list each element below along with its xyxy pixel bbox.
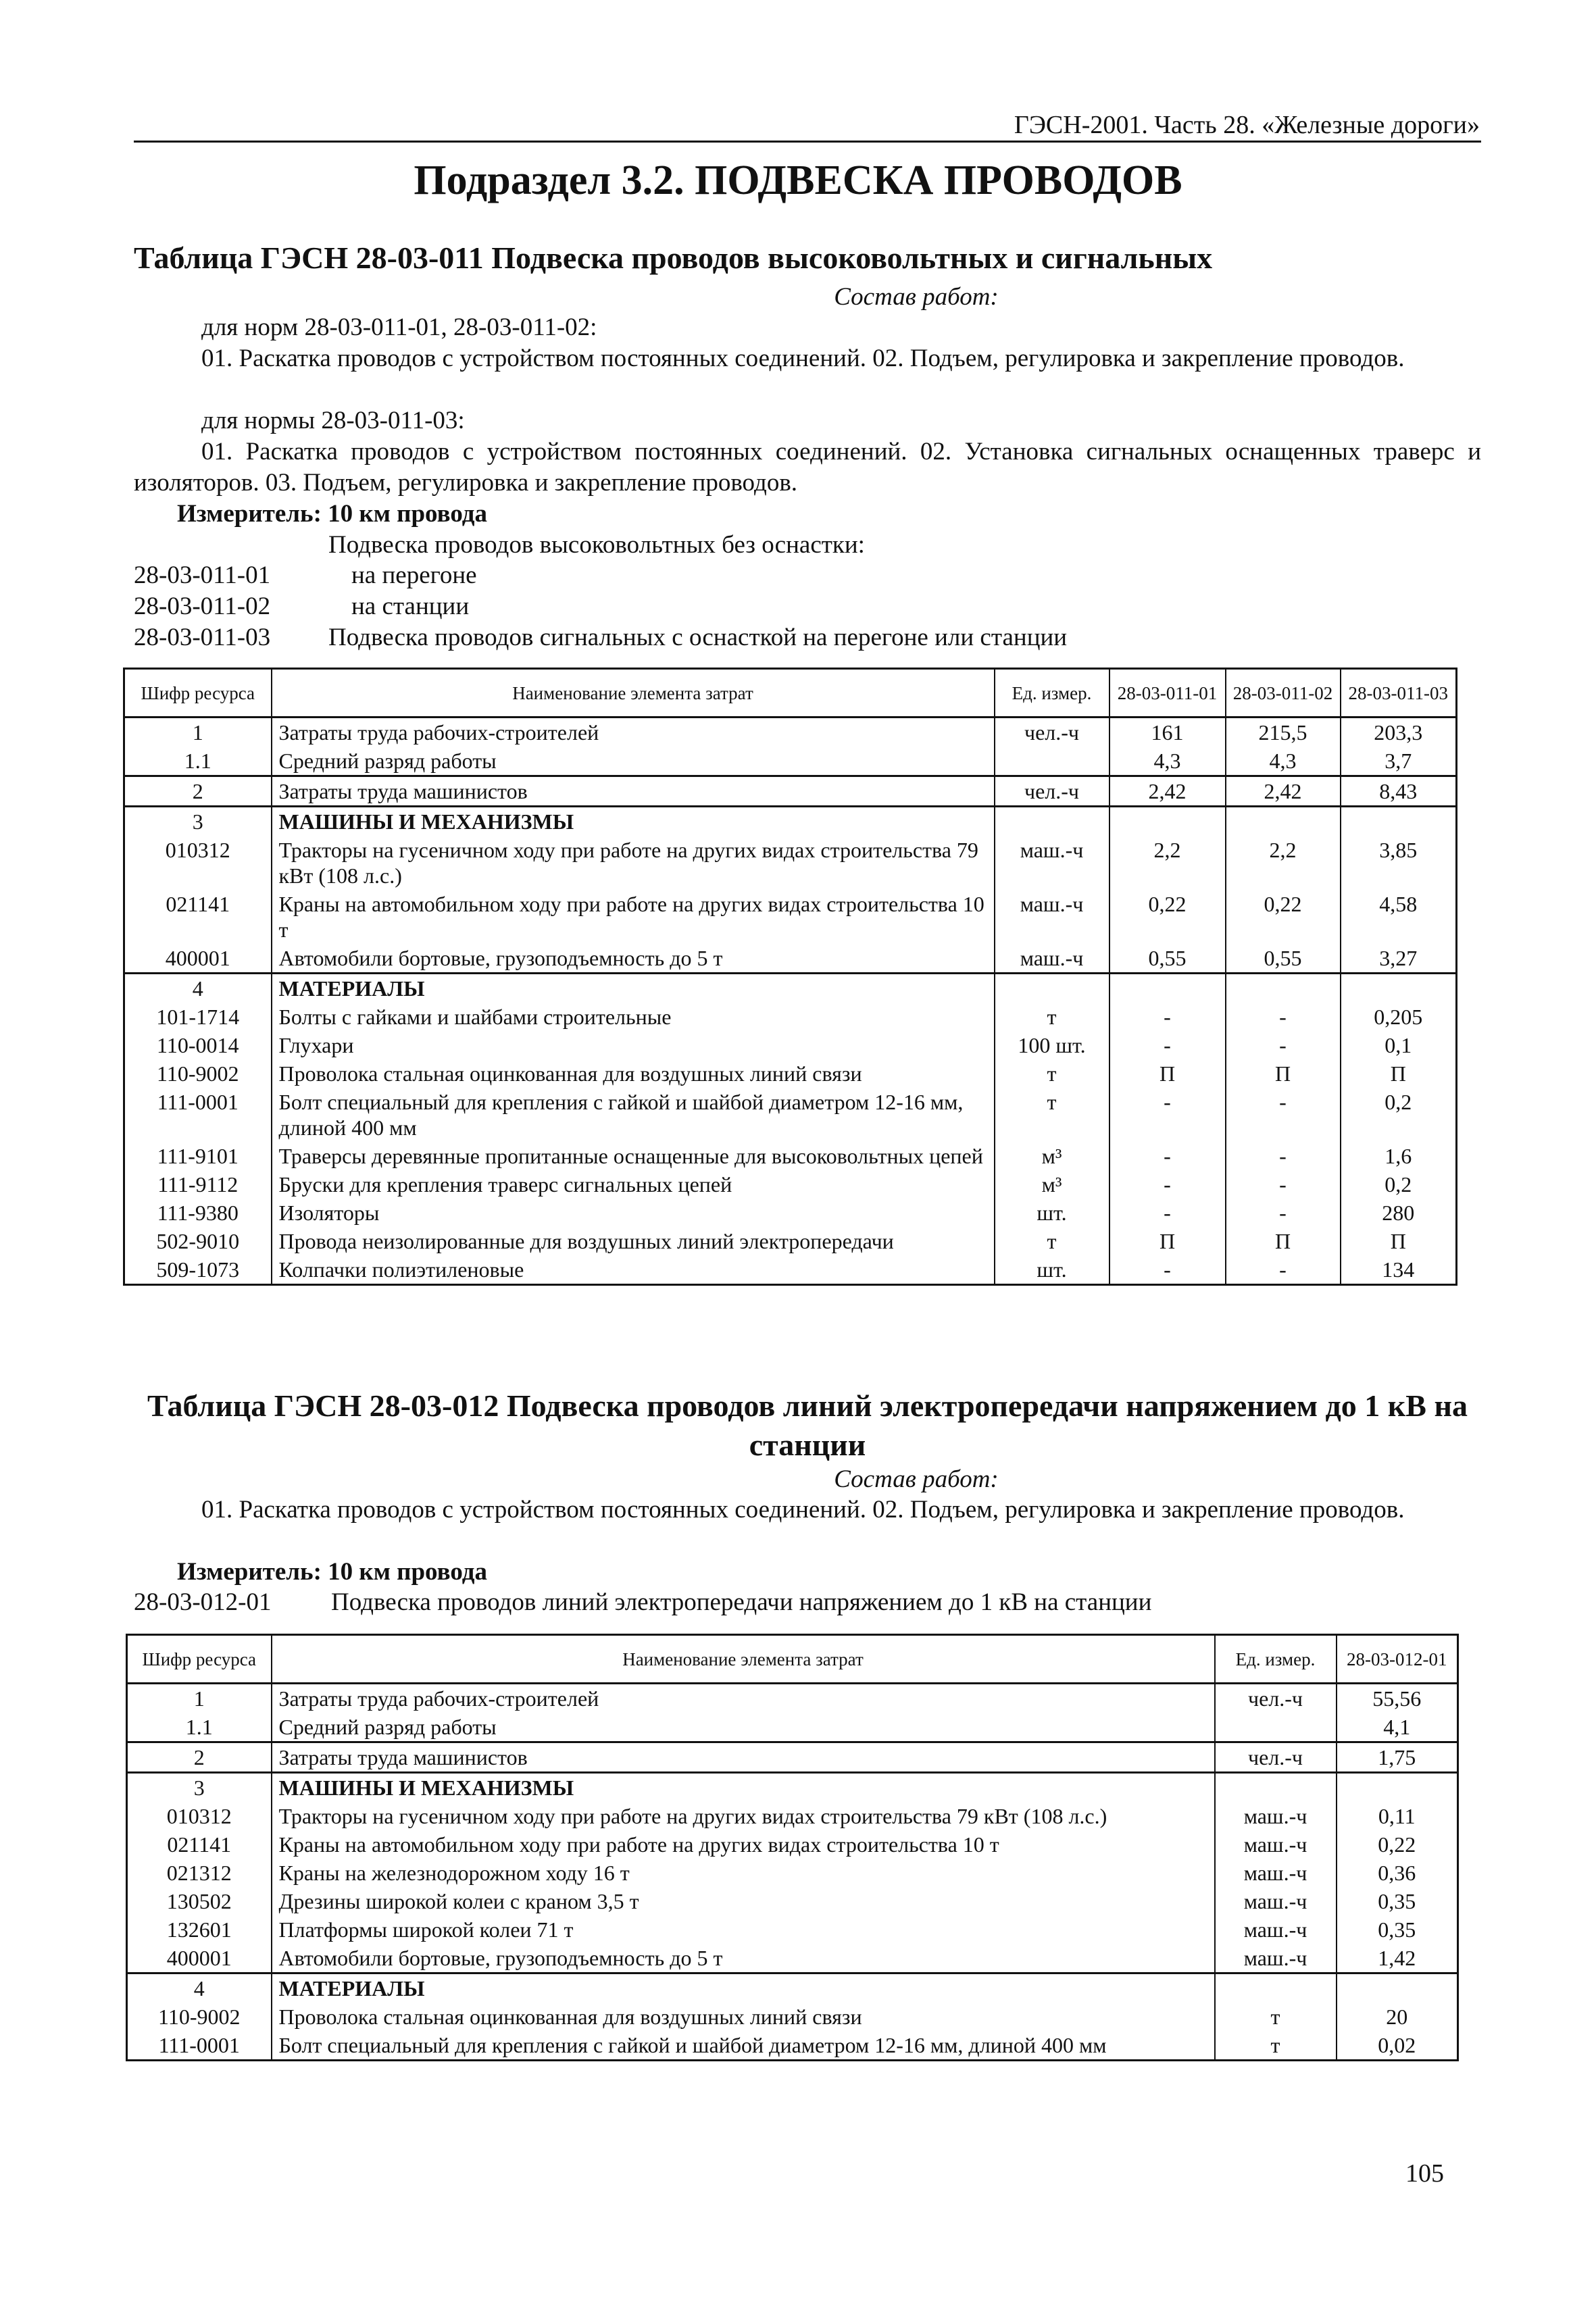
norm-value-cell: - xyxy=(1109,1170,1226,1199)
table-row xyxy=(127,1915,1458,1944)
norm-value-cell: 2,42 xyxy=(1109,776,1226,807)
cost-element-cell: Тракторы на гусеничном ходу при работе на других видах строительства 79 кВт (108 л.с.) xyxy=(272,1802,1215,1830)
norm-value-cell: 215,5 xyxy=(1226,718,1341,747)
resource-code-cell: 010312 xyxy=(127,1802,272,1830)
cost-element-cell: Тракторы на гусеничном ходу при работе на других видах строительства 79 кВт (108 л.с.) xyxy=(272,836,995,890)
cost-element-cell: МАТЕРИАЛЫ xyxy=(272,1973,1215,2003)
norm-value-cell: - xyxy=(1109,1199,1226,1227)
resource-code-cell: 010312 xyxy=(124,836,272,890)
cost-element-cell: Проволока стальная оцинкованная для воздушных линий связи xyxy=(272,2003,1215,2031)
norm-value-cell: П xyxy=(1109,1227,1226,1255)
unit-cell: шт. xyxy=(995,1255,1109,1285)
norm-value-cell xyxy=(1109,807,1226,836)
resource-code-cell: 111-9380 xyxy=(124,1199,272,1227)
cost-element-cell: МАШИНЫ И МЕХАНИЗМЫ xyxy=(272,1773,1215,1803)
table-row xyxy=(124,1170,1457,1199)
cost-element-cell: Платформы широкой колеи 71 т xyxy=(272,1915,1215,1944)
cost-element-cell: Траверсы деревянные пропитанные оснащенные для высоковольтных цепей xyxy=(272,1142,995,1170)
norm-value-cell: П xyxy=(1109,1059,1226,1088)
unit-cell xyxy=(995,747,1109,776)
cost-element-cell: Затраты труда машинистов xyxy=(272,776,995,807)
norm-value-cell: 4,1 xyxy=(1337,1713,1458,1742)
norm-value-cell: 0,22 xyxy=(1226,890,1341,944)
table1-works-1: 01. Раскатка проводов с устройством постоянных соединений. 02. Подъем, регулировка и закрепление проводов. xyxy=(201,345,1405,372)
col-header-norm-3: 28-03-011-03 xyxy=(1341,669,1457,718)
resource-code-cell: 400001 xyxy=(127,1944,272,1973)
norm-value-cell: 1,6 xyxy=(1341,1142,1457,1170)
norm-code: 28-03-011-01 xyxy=(134,561,271,589)
cost-element-cell: Колпачки полиэтиленовые xyxy=(272,1255,995,1285)
col-header-norm-2: 28-03-011-02 xyxy=(1226,669,1341,718)
table-row xyxy=(127,1944,1458,1973)
cost-element-cell: Автомобили бортовые, грузоподъемность до 5 т xyxy=(272,1944,1215,1973)
norm-value-cell xyxy=(1337,1773,1458,1803)
table-row xyxy=(124,1003,1457,1031)
norm-value-cell: П xyxy=(1341,1059,1457,1088)
resource-code-cell: 1.1 xyxy=(124,747,272,776)
resource-code-cell: 502-9010 xyxy=(124,1227,272,1255)
table-row xyxy=(127,1859,1458,1887)
table-row xyxy=(127,2031,1458,2061)
norm-name: на станции xyxy=(351,593,470,620)
page-number: 105 xyxy=(1405,2159,1444,2188)
table-header-row xyxy=(127,1635,1458,1684)
table2-meter: Измеритель: 10 км провода xyxy=(177,1558,488,1586)
table-row xyxy=(124,1059,1457,1088)
cost-element-cell: Провода неизолированные для воздушных линий электропередачи xyxy=(272,1227,995,1255)
norm-value-cell: 0,11 xyxy=(1337,1802,1458,1830)
table2-title: Таблица ГЭСН 28-03-012 Подвеска проводов линий электропередачи напряжением до 1 кВ на станции xyxy=(147,1388,1468,1462)
resource-code-cell: 2 xyxy=(127,1742,272,1773)
cost-element-cell: Глухари xyxy=(272,1031,995,1059)
norm-value-cell: 203,3 xyxy=(1341,718,1457,747)
cost-element-cell: Затраты труда рабочих-строителей xyxy=(272,1684,1215,1713)
table1-for-norms-1: для норм 28-03-011-01, 28-03-011-02: xyxy=(201,313,597,341)
table-row xyxy=(127,1973,1458,2003)
norm-value-cell: - xyxy=(1226,1199,1341,1227)
cost-element-cell: Болт специальный для крепления с гайкой и шайбой диаметром 12-16 мм, длиной 400 мм xyxy=(272,1088,995,1142)
norm-value-cell: - xyxy=(1109,1142,1226,1170)
unit-cell: маш.-ч xyxy=(995,890,1109,944)
table-row xyxy=(127,1713,1458,1742)
table-row xyxy=(124,974,1457,1003)
norm-value-cell: 0,35 xyxy=(1337,1887,1458,1915)
cost-element-cell: Краны на автомобильном ходу при работе на других видах строительства 10 т xyxy=(272,1830,1215,1859)
table-row xyxy=(124,1031,1457,1059)
resource-code-cell: 110-9002 xyxy=(124,1059,272,1088)
resource-code-cell: 021141 xyxy=(127,1830,272,1859)
norm-table-28-03-011 xyxy=(123,668,1457,1286)
norm-name: на перегоне xyxy=(351,561,477,589)
norm-value-cell: 1,75 xyxy=(1337,1742,1458,1773)
norm-value-cell: - xyxy=(1109,1255,1226,1285)
cost-element-cell: Средний разряд работы xyxy=(272,1713,1215,1742)
table1-for-norms-2: для нормы 28-03-011-03: xyxy=(201,407,465,434)
unit-cell xyxy=(1215,1773,1337,1803)
resource-code-cell: 111-9101 xyxy=(124,1142,272,1170)
unit-cell: т xyxy=(1215,2003,1337,2031)
norm-value-cell xyxy=(1226,974,1341,1003)
norm-value-cell: 3,7 xyxy=(1341,747,1457,776)
subsection-title: Подраздел 3.2. ПОДВЕСКА ПРОВОДОВ xyxy=(414,157,1182,203)
resource-code-cell: 2 xyxy=(124,776,272,807)
unit-cell: 100 шт. xyxy=(995,1031,1109,1059)
norm-value-cell: - xyxy=(1226,1255,1341,1285)
cost-element-cell: Краны на автомобильном ходу при работе на других видах строительства 10 т xyxy=(272,890,995,944)
norm-value-cell: 8,43 xyxy=(1341,776,1457,807)
norm-value-cell: П xyxy=(1226,1227,1341,1255)
table-row xyxy=(127,1802,1458,1830)
norm-value-cell: 2,2 xyxy=(1226,836,1341,890)
resource-code-cell: 4 xyxy=(127,1973,272,2003)
norm-value-cell: - xyxy=(1226,1088,1341,1142)
norm-value-cell: 0,205 xyxy=(1341,1003,1457,1031)
norm-value-cell: - xyxy=(1226,1170,1341,1199)
resource-code-cell: 111-0001 xyxy=(124,1088,272,1142)
table-row xyxy=(124,890,1457,944)
norm-value-cell: 161 xyxy=(1109,718,1226,747)
norm-value-cell: 0,1 xyxy=(1341,1031,1457,1059)
norm-value-cell: - xyxy=(1226,1142,1341,1170)
table1-title: Таблица ГЭСН 28-03-011 Подвеска проводов высоковольтных и сигнальных xyxy=(134,241,1213,275)
resource-code-cell: 1 xyxy=(127,1684,272,1713)
norm-value-cell: 55,56 xyxy=(1337,1684,1458,1713)
cost-element-cell: Затраты труда машинистов xyxy=(272,1742,1215,1773)
norm-code: 28-03-011-03 xyxy=(134,624,271,651)
resource-code-cell: 3 xyxy=(127,1773,272,1803)
cost-element-cell: Бруски для крепления траверс сигнальных цепей xyxy=(272,1170,995,1199)
unit-cell: шт. xyxy=(995,1199,1109,1227)
cost-element-cell: Проволока стальная оцинкованная для воздушных линий связи xyxy=(272,1059,995,1088)
cost-element-cell: Краны на железнодорожном ходу 16 т xyxy=(272,1859,1215,1887)
unit-cell: маш.-ч xyxy=(1215,1887,1337,1915)
table-row xyxy=(124,718,1457,747)
table-row xyxy=(124,747,1457,776)
norm-value-cell: - xyxy=(1109,1031,1226,1059)
unit-cell: маш.-ч xyxy=(1215,1859,1337,1887)
unit-cell: маш.-ч xyxy=(1215,1915,1337,1944)
col-header-norm-1: 28-03-012-01 xyxy=(1337,1635,1458,1684)
norm-value-cell: 280 xyxy=(1341,1199,1457,1227)
table-row xyxy=(124,776,1457,807)
norm-value-cell: 0,36 xyxy=(1337,1859,1458,1887)
norm-value-cell: 3,27 xyxy=(1341,944,1457,974)
norm-value-cell: П xyxy=(1341,1227,1457,1255)
col-header-norm-1: 28-03-011-01 xyxy=(1109,669,1226,718)
table-row xyxy=(124,944,1457,974)
table-row xyxy=(127,1830,1458,1859)
table1-group-caption: Подвеска проводов высоковольтных без оснастки: xyxy=(328,531,865,559)
cost-element-cell: Болт специальный для крепления с гайкой и шайбой диаметром 12-16 мм, длиной 400 мм xyxy=(272,2031,1215,2061)
unit-cell: маш.-ч xyxy=(995,944,1109,974)
unit-cell: т xyxy=(995,1059,1109,1088)
cost-element-cell: МАТЕРИАЛЫ xyxy=(272,974,995,1003)
norm-value-cell xyxy=(1337,1973,1458,2003)
table-header-row xyxy=(124,669,1457,718)
norm-value-cell: 4,3 xyxy=(1226,747,1341,776)
norm-value-cell: 0,22 xyxy=(1109,890,1226,944)
norm-value-cell xyxy=(1341,974,1457,1003)
unit-cell: т xyxy=(995,1003,1109,1031)
col-header-unit: Ед. измер. xyxy=(1215,1635,1337,1684)
cost-element-cell: Дрезины широкой колеи с краном 3,5 т xyxy=(272,1887,1215,1915)
norm-table-28-03-012 xyxy=(126,1634,1459,2061)
norm-value-cell: 134 xyxy=(1341,1255,1457,1285)
unit-cell xyxy=(1215,1973,1337,2003)
norm-value-cell: 0,35 xyxy=(1337,1915,1458,1944)
unit-cell xyxy=(995,974,1109,1003)
resource-code-cell: 111-0001 xyxy=(127,2031,272,2061)
table-row xyxy=(124,1088,1457,1142)
unit-cell: чел.-ч xyxy=(1215,1742,1337,1773)
table-row xyxy=(124,1142,1457,1170)
running-header: ГЭСН-2001. Часть 28. «Железные дороги» xyxy=(1014,111,1480,139)
norm-value-cell: - xyxy=(1226,1003,1341,1031)
unit-cell: т xyxy=(995,1088,1109,1142)
unit-cell: чел.-ч xyxy=(995,718,1109,747)
resource-code-cell: 4 xyxy=(124,974,272,1003)
norm-value-cell: 0,02 xyxy=(1337,2031,1458,2061)
resource-code-cell: 021141 xyxy=(124,890,272,944)
norm-value-cell: 0,55 xyxy=(1226,944,1341,974)
norm-value-cell: 20 xyxy=(1337,2003,1458,2031)
table-row xyxy=(127,1887,1458,1915)
table1-meter: Измеритель: 10 км провода xyxy=(177,500,488,528)
unit-cell: т xyxy=(995,1227,1109,1255)
table-row xyxy=(124,1199,1457,1227)
cost-element-cell: Автомобили бортовые, грузоподъемность до 5 т xyxy=(272,944,995,974)
resource-code-cell: 110-9002 xyxy=(127,2003,272,2031)
col-header-name: Наименование элемента затрат xyxy=(272,669,995,718)
resource-code-cell: 1.1 xyxy=(127,1713,272,1742)
resource-code-cell: 1 xyxy=(124,718,272,747)
norm-value-cell: П xyxy=(1226,1059,1341,1088)
resource-code-cell: 101-1714 xyxy=(124,1003,272,1031)
norm-value-cell xyxy=(1341,807,1457,836)
norm-code: 28-03-012-01 xyxy=(134,1588,272,1616)
resource-code-cell: 509-1073 xyxy=(124,1255,272,1285)
norm-value-cell: 0,22 xyxy=(1337,1830,1458,1859)
col-header-code: Шифр ресурса xyxy=(127,1635,272,1684)
cost-element-cell: МАШИНЫ И МЕХАНИЗМЫ xyxy=(272,807,995,836)
table1-sostav-label: Состав работ: xyxy=(834,283,999,311)
norm-value-cell: 1,42 xyxy=(1337,1944,1458,1973)
table-row xyxy=(127,1773,1458,1803)
resource-code-cell: 021312 xyxy=(127,1859,272,1887)
header-rule xyxy=(134,141,1481,143)
unit-cell: т xyxy=(1215,2031,1337,2061)
resource-code-cell: 130502 xyxy=(127,1887,272,1915)
norm-value-cell: 4,3 xyxy=(1109,747,1226,776)
unit-cell: чел.-ч xyxy=(1215,1684,1337,1713)
table2-works: 01. Раскатка проводов с устройством постоянных соединений. 02. Подъем, регулировка и закрепление проводов. xyxy=(201,1496,1405,1524)
norm-value-cell: 0,55 xyxy=(1109,944,1226,974)
norm-value-cell: - xyxy=(1109,1003,1226,1031)
unit-cell xyxy=(995,807,1109,836)
cost-element-cell: Средний разряд работы xyxy=(272,747,995,776)
norm-value-cell: - xyxy=(1109,1088,1226,1142)
table2-sostav-label: Состав работ: xyxy=(834,1465,999,1493)
table-row xyxy=(124,807,1457,836)
table-row xyxy=(127,1742,1458,1773)
norm-value-cell: 4,58 xyxy=(1341,890,1457,944)
norm-value-cell xyxy=(1226,807,1341,836)
norm-code: 28-03-011-02 xyxy=(134,593,271,620)
unit-cell: маш.-ч xyxy=(1215,1830,1337,1859)
norm-value-cell: 0,2 xyxy=(1341,1088,1457,1142)
cost-element-cell: Болты с гайками и шайбами строительные xyxy=(272,1003,995,1031)
unit-cell: чел.-ч xyxy=(995,776,1109,807)
col-header-name: Наименование элемента затрат xyxy=(272,1635,1215,1684)
resource-code-cell: 3 xyxy=(124,807,272,836)
cost-element-cell: Затраты труда рабочих-строителей xyxy=(272,718,995,747)
table-row xyxy=(127,1684,1458,1713)
unit-cell xyxy=(1215,1713,1337,1742)
resource-code-cell: 110-0014 xyxy=(124,1031,272,1059)
unit-cell: м³ xyxy=(995,1142,1109,1170)
col-header-unit: Ед. измер. xyxy=(995,669,1109,718)
norm-name: Подвеска проводов линий электропередачи напряжением до 1 кВ на станции xyxy=(331,1588,1152,1616)
table-row xyxy=(124,836,1457,890)
unit-cell: маш.-ч xyxy=(1215,1802,1337,1830)
norm-name: Подвеска проводов сигнальных с оснасткой на перегоне или станции xyxy=(328,624,1068,651)
table-row xyxy=(124,1255,1457,1285)
table-row xyxy=(127,2003,1458,2031)
norm-value-cell: 2,2 xyxy=(1109,836,1226,890)
cost-element-cell: Изоляторы xyxy=(272,1199,995,1227)
norm-value-cell: 2,42 xyxy=(1226,776,1341,807)
resource-code-cell: 400001 xyxy=(124,944,272,974)
col-header-code: Шифр ресурса xyxy=(124,669,272,718)
norm-value-cell: 0,2 xyxy=(1341,1170,1457,1199)
norm-value-cell: 3,85 xyxy=(1341,836,1457,890)
unit-cell: маш.-ч xyxy=(995,836,1109,890)
norm-value-cell xyxy=(1109,974,1226,1003)
table1-works-2: 01. Раскатка проводов с устройством постоянных соединений. 02. Установка сигнальных оснащенных траверс и изоляторов. 03. Подъем, регулировка и закрепление проводов. xyxy=(134,438,1481,497)
resource-code-cell: 111-9112 xyxy=(124,1170,272,1199)
unit-cell: маш.-ч xyxy=(1215,1944,1337,1973)
norm-value-cell: - xyxy=(1226,1031,1341,1059)
table-row xyxy=(124,1227,1457,1255)
unit-cell: м³ xyxy=(995,1170,1109,1199)
resource-code-cell: 132601 xyxy=(127,1915,272,1944)
